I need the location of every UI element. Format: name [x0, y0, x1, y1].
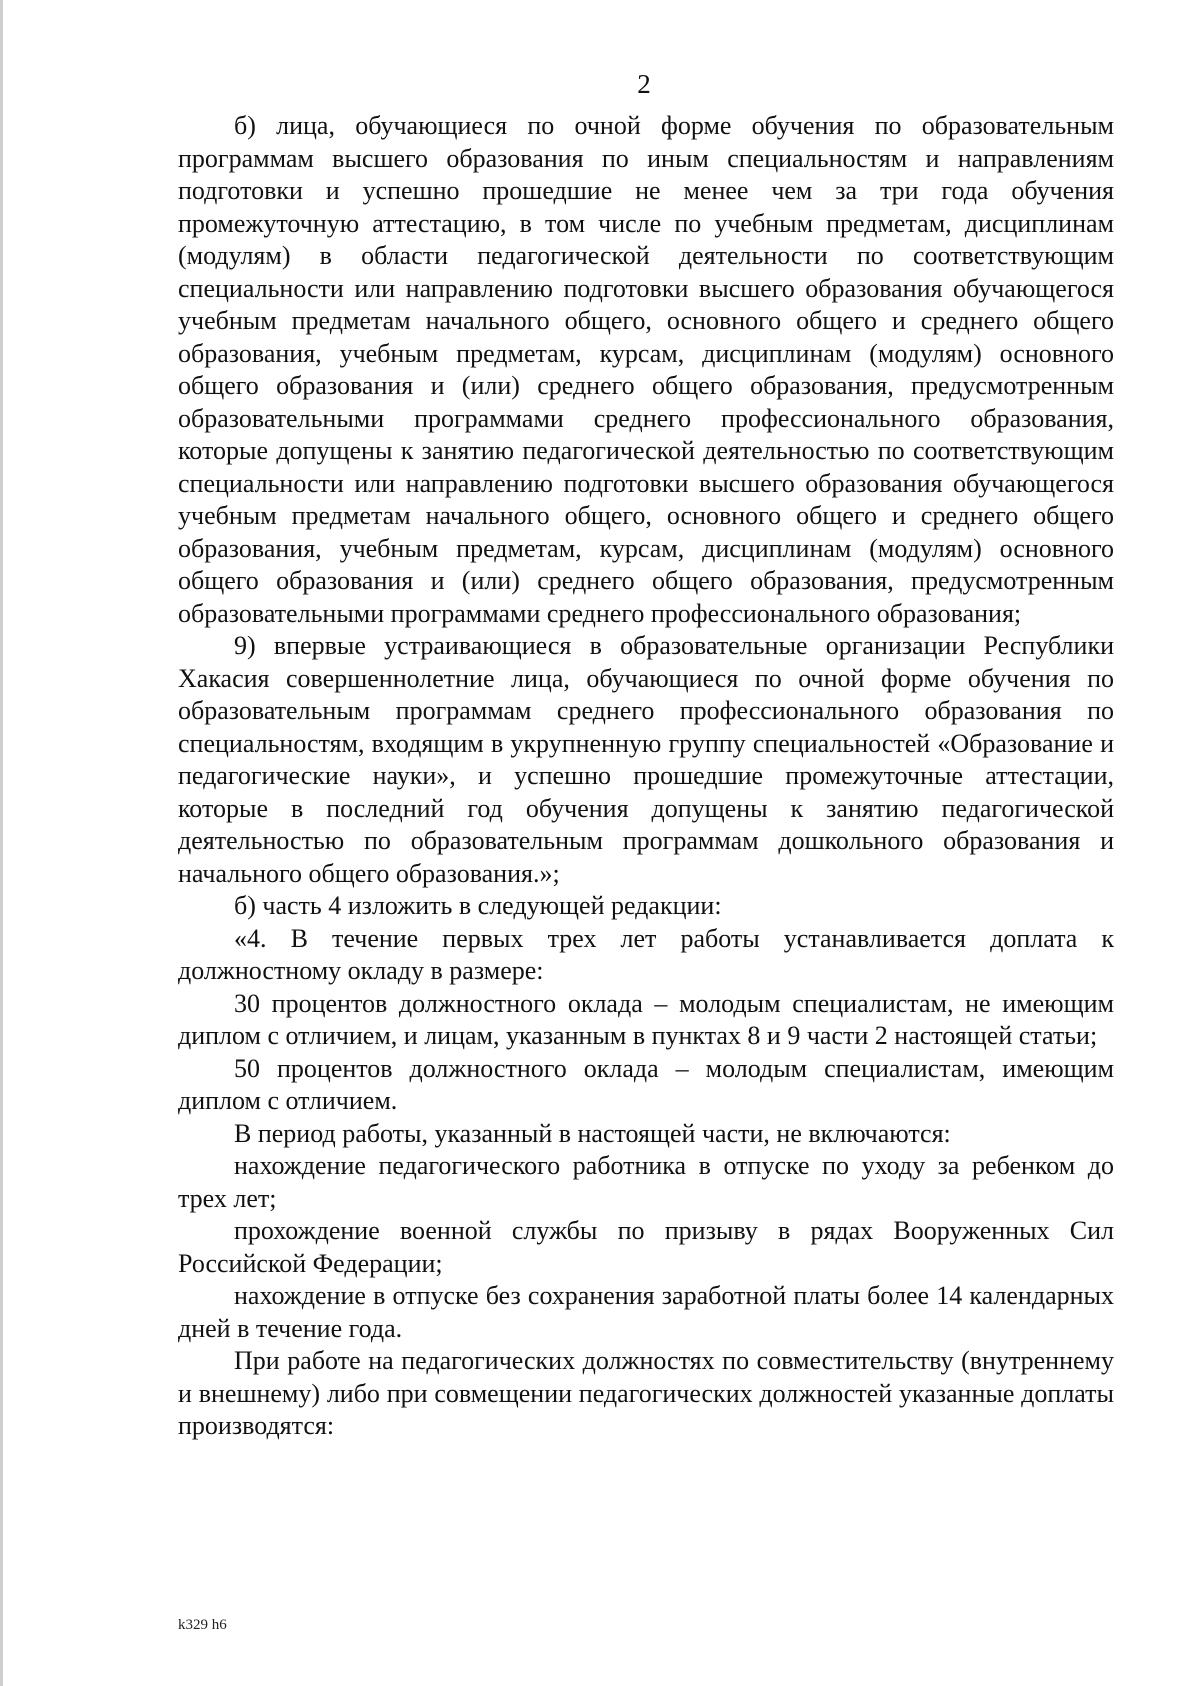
- paragraph-unpaid-leave: нахождение в отпуске без сохранения заработной платы более 14 календарных дней в течение года.: [178, 1281, 1114, 1343]
- paragraph-50-percent: 50 процентов должностного оклада – молодым специалистам, имеющим диплом с отличием.: [178, 1053, 1114, 1115]
- paragraph-excluded-periods: В период работы, указанный в настоящей части, не включаются:: [234, 1118, 951, 1148]
- paragraph-part-4-intro: «4. В течение первых трех лет работы устанавливается доплата к должностному окладу в размере:: [178, 923, 1114, 985]
- paragraph-item-b-students: б) лица, обучающиеся по очной форме обучения по образовательным программам высшего образования по иным специальностям и направлениям подготовки и успешно прошедшие не менее чем за три года обучения промежуточную аттестацию, в том числе по учебным предметам, дисциплинам (модулям) в области педагогической деятельности по соответствующим специальности или направлению подготовки высшего образования обучающегося учебным предметам начального общего, основного общего и среднего общего образования, учебным предметам, курсам, дисциплинам (модулям) основного общего образования и (или) среднего общего образования, предусмотренным образовательными программами среднего профессионального образования, которые допущены к занятию педагогической деятельностью по соответствующим специальности или направлению подготовки высшего образования обучающегося учебным предметам начального общего, основного общего и среднего общего образования, учебным предметам, курсам, дисциплинам (модулям) основного общего образования и (или) среднего общего образования, предусмотренным образовательными программами среднего профессионального образования;: [178, 111, 1114, 628]
- page-number: 2: [637, 69, 651, 99]
- paragraph-parental-leave: нахождение педагогического работника в отпуске по уходу за ребенком до трех лет;: [178, 1151, 1114, 1213]
- paragraph-part-time-work: При работе на педагогических должностях по совместительству (внутреннему и внешнему) либо при совмещении педагогических должностей указанные доплаты производятся:: [178, 1346, 1114, 1440]
- paragraph-part-4-amendment: б) часть 4 изложить в следующей редакции:: [234, 891, 722, 920]
- scan-edge: [0, 0, 3, 1686]
- paragraph-military-service: прохождение военной службы по призыву в рядах Вооруженных Сил Российской Федерации;: [178, 1216, 1114, 1278]
- document-footer-code: k329 h6: [178, 1617, 227, 1633]
- paragraph-item-9-first-employed: 9) впервые устраивающиеся в образовательные организации Республики Хакасия совершеннолетние лица, обучающиеся по очной форме обучения по образовательным программам среднего профессионального образования по специальностям, входящим в укрупненную группу специальностей «Образование и педагогические науки», и успешно прошедшие промежуточные аттестации, которые в последний год обучения допущены к занятию педагогической деятельностью по образовательным программам дошкольного образования и начального общего образования.»;: [178, 631, 1114, 888]
- document-body: [178, 110, 1114, 1443]
- paragraph-30-percent: 30 процентов должностного оклада – молодым специалистам, не имеющим диплом с отличием, и лицам, указанным в пунктах 8 и 9 части 2 настоящей статьи;: [178, 988, 1114, 1050]
